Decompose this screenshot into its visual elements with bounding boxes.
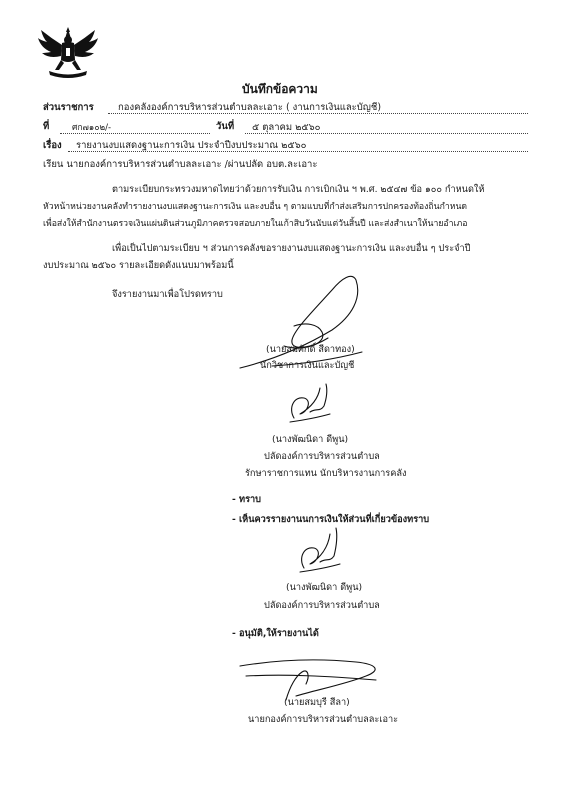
date-dotline (245, 133, 528, 134)
agency-dotline (108, 113, 528, 114)
comment-3: - อนุมัติ,ให้รายงานได้ (232, 628, 319, 639)
sig2-name: (นางพัฒนิดา ดีพูน) (272, 434, 349, 445)
sig1-name: (นายสมศักดิ์ สีดาทอง) (266, 344, 355, 355)
para2-line2: งบประมาณ ๒๕๖๐ รายละเอียดดังแนบมาพร้อมนี้ (43, 260, 234, 271)
sig3-title: ปลัดองค์การบริหารส่วนตำบล (264, 600, 380, 611)
subject-dotline (68, 151, 528, 152)
ref-dotline (60, 133, 210, 134)
closing-line: จึงรายงานมาเพื่อโปรดทราบ (112, 289, 223, 300)
sig4-title: นายกองค์การบริหารส่วนตำบลละเอาะ (248, 714, 399, 725)
subject-label: เรื่อง (43, 140, 62, 151)
signature-2-icon (280, 378, 340, 428)
sig4-name: (นายสมบุรี สีลา) (284, 697, 350, 708)
agency-value: กองคลังองค์การบริหารส่วนตำบลละเอาะ ( งานการเงินและบัญชี) (118, 102, 382, 113)
ref-value: ศก๗๑๐๒/- (72, 123, 112, 133)
date-value: ๕ ตุลาคม ๒๕๖๐ (252, 122, 321, 133)
sig3-name: (นางพัฒนิดา ดีพูน) (286, 582, 363, 593)
memo-title: บันทึกข้อความ (242, 82, 318, 96)
ref-label: ที่ (43, 121, 50, 132)
comment-1: - ทราบ (232, 494, 261, 505)
sig2-title1: ปลัดองค์การบริหารส่วนตำบล (264, 451, 380, 462)
subject-value: รายงานงบแสดงฐานะการเงิน ประจำปีงบประมาณ ๒๕๖๐ (76, 140, 307, 151)
sig2-title2: รักษาราชการแทน นักบริหารงานการคลัง (245, 468, 407, 479)
garuda-emblem-icon (37, 26, 99, 82)
para1-line1: ตามระเบียบกระทรวงมหาดไทยว่าด้วยการรับเงิน การเบิกเงิน ฯ พ.ศ. ๒๕๔๗ ข้อ ๑๐๐ กำหนดให้ (112, 184, 485, 195)
para1-line2: หัวหน้าหน่วยงานคลังทำรายงานงบแสดงฐานะการเงิน และงบอื่น ๆ ตามแบบที่กำส่งเสริมการปกครองท้องถิ่นกำหนด (43, 202, 468, 212)
to-line: เรียน นายกองค์การบริหารส่วนตำบลละเอาะ /ผ่านปลัด อบต.ละเอาะ (43, 159, 318, 170)
para1-line3: เพื่อส่งให้สำนักงานตรวจเงินแผ่นดินส่วนภูมิภาคตรวจสอบภายในเก้าสิบวันนับแต่วันสิ้นปี และส่งสำเนาให้นายอำเภอ (43, 219, 468, 229)
date-label: วันที่ (216, 121, 235, 132)
comment-2: - เห็นควรรายงานนการเงินให้ส่วนที่เกี่ยวข้องทราบ (232, 514, 430, 525)
sig1-title: นักวิชาการเงินและบัญชี (260, 360, 355, 371)
signature-3-icon (290, 522, 350, 578)
para2-line1: เพื่อเป็นไปตามระเบียบ ฯ ส่วนการคลังขอรายงานงบแสดงฐานะการเงิน และงบอื่น ๆ ประจำปี (112, 243, 471, 254)
agency-label: ส่วนราชการ (43, 102, 94, 113)
